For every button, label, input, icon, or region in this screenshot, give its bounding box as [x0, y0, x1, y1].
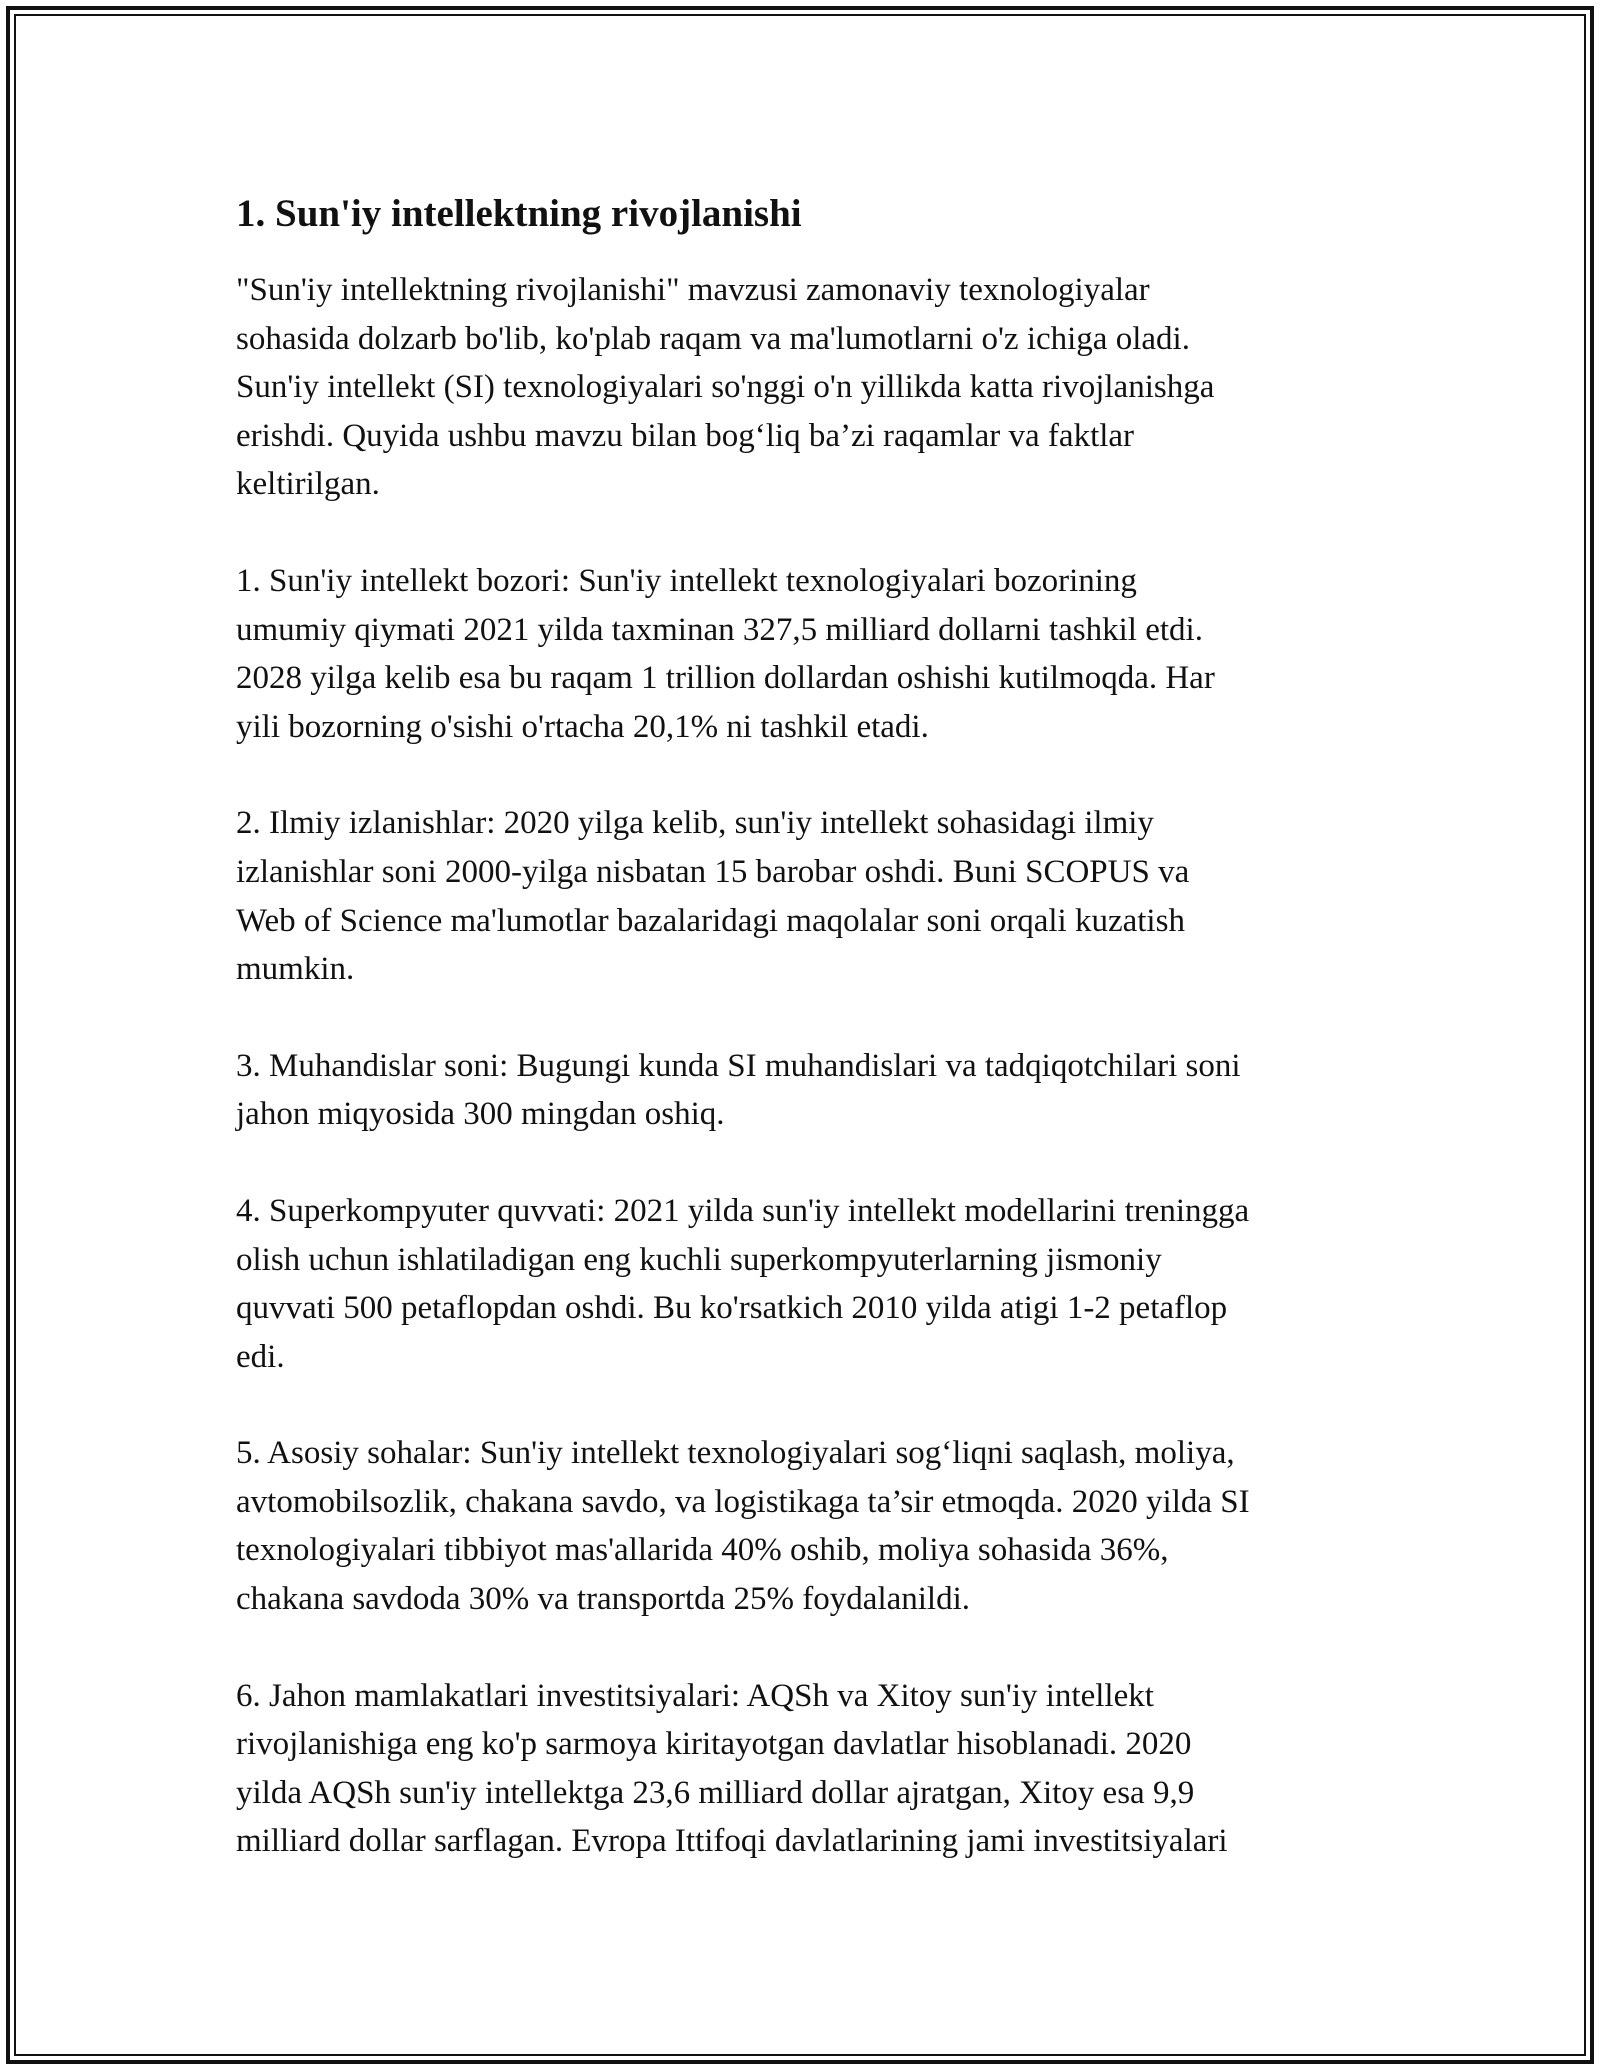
- text-line: sohasida dolzarb bo'lib, ko'plab raqam va ma'lumotlarni o'z ichiga oladi.: [236, 320, 1190, 357]
- supercomputer-paragraph: [236, 1187, 1376, 1381]
- intro-paragraph: [236, 266, 1376, 509]
- text-line: yili bozorning o'sishi o'rtacha 20,1% ni tashkil etadi.: [236, 708, 929, 745]
- text-line: chakana savdoda 30% va transportda 25% foydalanildi.: [236, 1581, 971, 1618]
- text-line: 2028 yilga kelib esa bu raqam 1 trillion dollardan oshishi kutilmoqda. Har: [236, 660, 1215, 697]
- text-line: "Sun'iy intellektning rivojlanishi" mavzusi zamonaviy texnologiyalar: [236, 272, 1150, 308]
- text-line: 5. Asosiy sohalar: Sun'iy intellekt texnologiyalari sog‘liqni saqlash, moliya,: [236, 1435, 1235, 1472]
- text-line: Web of Science ma'lumotlar bazalaridagi maqolalar soni orqali kuzatish: [236, 902, 1185, 939]
- text-line: erishdi. Quyida ushbu mavzu bilan bog‘liq ba’zi raqamlar va faktlar: [236, 417, 1135, 454]
- text-line: edi.: [236, 1338, 285, 1375]
- engineers-paragraph: [236, 1042, 1376, 1139]
- text-line: milliard dollar sarflagan. Evropa Ittifoqi davlatlarining jami investitsiyalari: [236, 1823, 1228, 1860]
- text-line: keltirilgan.: [236, 466, 380, 503]
- text-line: olish uchun ishlatiladigan eng kuchli superkompyuterlarning jismoniy: [236, 1241, 1162, 1278]
- text-line: jahon miqyosida 300 mingdan oshiq.: [236, 1096, 725, 1133]
- text-line: mumkin.: [236, 951, 355, 988]
- text-line: yilda AQSh sun'iy intellektga 23,6 milliard dollar ajratgan, Xitoy esa 9,9: [236, 1774, 1195, 1811]
- text-line: Sun'iy intellekt (SI) texnologiyalari so'nggi o'n yillikda katta rivojlanishga: [236, 369, 1215, 406]
- sectors-paragraph: [236, 1429, 1376, 1623]
- text-line: 2. Ilmiy izlanishlar: 2020 yilga kelib, sun'iy intellekt sohasidagi ilmiy: [236, 805, 1154, 842]
- text-line: 1. Sun'iy intellekt bozori: Sun'iy intellekt texnologiyalari bozorining: [236, 562, 1137, 599]
- research-paragraph: [236, 799, 1376, 993]
- text-line: rivojlanishiga eng ko'p sarmoya kiritayotgan davlatlar hisoblanadi. 2020: [236, 1726, 1192, 1763]
- text-line: umumiy qiymati 2021 yilda taxminan 327,5 milliard dollarni tashkil etdi.: [236, 611, 1203, 648]
- text-line: izlanishlar soni 2000-yilga nisbatan 15 barobar oshdi. Buni SCOPUS va: [236, 853, 1190, 890]
- document-body: [236, 188, 1376, 1914]
- text-line: 4. Superkompyuter quvvati: 2021 yilda sun'iy intellekt modellarini treningga: [236, 1192, 1250, 1229]
- text-line: texnologiyalari tibbiyot mas'allarida 40% oshib, moliya sohasida 36%,: [236, 1532, 1169, 1569]
- text-line: 6. Jahon mamlakatlari investitsiyalari: AQSh va Xitoy sun'iy intellekt: [236, 1677, 1154, 1714]
- text-line: 3. Muhandislar soni: Bugungi kunda SI muhandislari va tadqiqotchilari soni: [236, 1047, 1241, 1084]
- text-line: quvvati 500 petaflopdan oshdi. Bu ko'rsatkich 2010 yilda atigi 1-2 petaflop: [236, 1290, 1228, 1327]
- market-paragraph: [236, 557, 1376, 751]
- investments-paragraph: [236, 1672, 1376, 1866]
- section-heading: 1. Sun'iy intellektning rivojlanishi: [236, 192, 802, 235]
- text-line: avtomobilsozlik, chakana savdo, va logistikaga ta’sir etmoqda. 2020 yilda SI: [236, 1483, 1250, 1520]
